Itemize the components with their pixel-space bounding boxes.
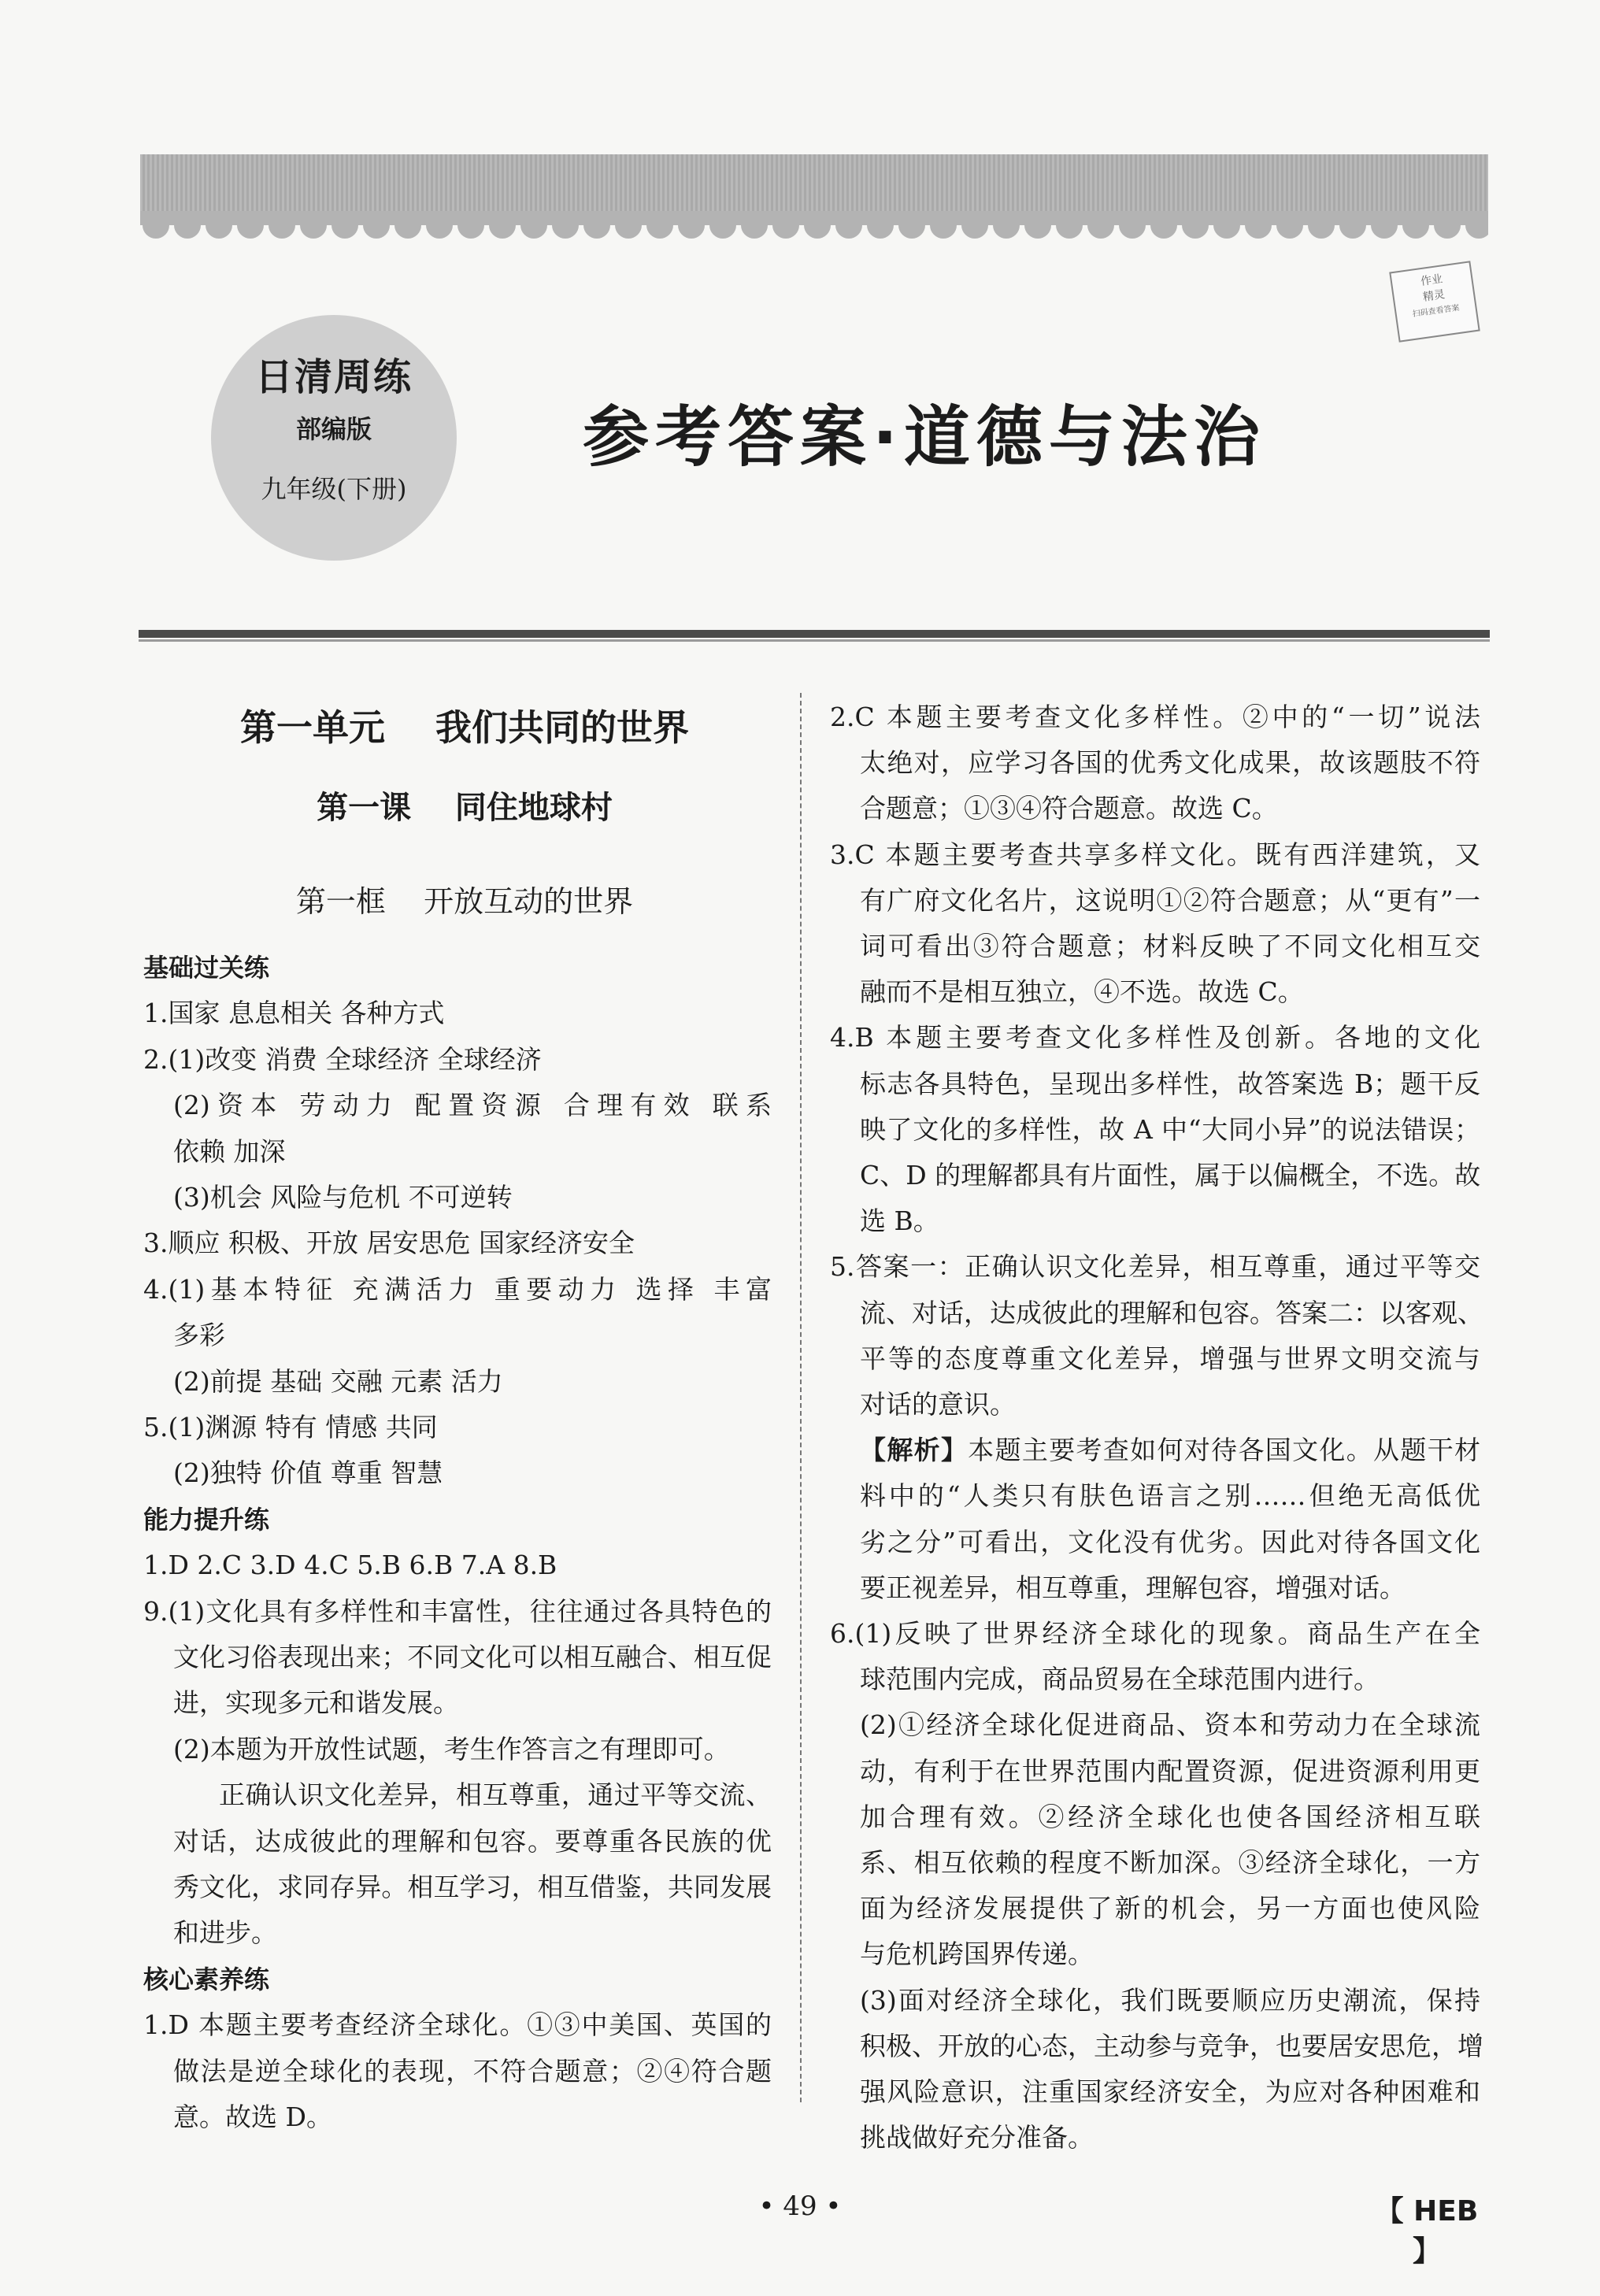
lesson-title: 第一课 同住地球村	[317, 790, 613, 826]
answer-line: 进，实现多元和谐发展。	[173, 1687, 459, 1719]
answer-line: 【解析】本题主要考查如何对待各国文化。从题干材	[860, 1435, 1481, 1466]
column-divider	[800, 693, 802, 2102]
answer-line: 系、相互依赖的程度不断加深。③经济全球化，一方	[860, 1847, 1480, 1878]
answer-line: 5.(1)渊源 特有 情感 共同	[143, 1412, 438, 1442]
answer-line: 3.顺应 积极、开放 居安思危 国家经济安全	[143, 1228, 635, 1259]
answer-line: 4.B 本题主要考查文化多样性及创新。各地的文化	[830, 1022, 1480, 1054]
answer-line: 依赖 加深	[173, 1135, 286, 1167]
answer-line: 秀文化，求同存异。相互学习，相互借鉴，共同发展	[173, 1872, 772, 1902]
answer-line: 太绝对，应学习各国的优秀文化成果，故该题肢不符	[860, 747, 1480, 779]
answer-line: 强风险意识，注重国家经济安全，为应对各种困难和	[860, 2076, 1480, 2107]
section-heading: 基础过关练	[143, 953, 270, 983]
answer-line: 面为经济发展提供了新的机会，另一方面也使风险	[860, 1893, 1480, 1924]
answer-line: 5.答案一：正确认识文化差异，相互尊重，通过平等交	[830, 1251, 1480, 1283]
answer-line: 1.D 本题主要考查经济全球化。①③中美国、英国的	[143, 2009, 772, 2041]
answer-line: (2)独特 价值 尊重 智慧	[173, 1457, 443, 1489]
answer-line: 6.(1)反映了世界经济全球化的现象。商品生产在全	[830, 1618, 1480, 1649]
answer-line: 平等的态度尊重文化差异，增强与世界文明交流与	[860, 1342, 1480, 1374]
header-rule-thin	[139, 639, 1490, 642]
answer-line: 球范围内完成，商品贸易在全球范围内进行。	[860, 1664, 1380, 1695]
answer-line: 和进步。	[173, 1917, 277, 1949]
answer-line: 1.D 2.C 3.D 4.C 5.B 6.B 7.A 8.B	[143, 1550, 557, 1581]
answer-line: 2.(1)改变 消费 全球经济 全球经济	[143, 1043, 542, 1075]
answer-line: 2.C 本题主要考查文化多样性。②中的“一切”说法	[830, 702, 1480, 732]
analysis-label: 【解析】	[860, 1435, 969, 1466]
page-title: 参考答案·道德与法治	[583, 398, 1266, 476]
answer-line: 与危机跨国界传递。	[860, 1939, 1094, 1970]
answer-line: 3.C 本题主要考查共享多样文化。既有西洋建筑，又	[830, 839, 1480, 870]
answer-line: 词可看出③符合题意；材料反映了不同文化相互交	[860, 931, 1480, 961]
answer-line: 积极、开放的心态，主动参与竞争，也要居安思危，增	[860, 2030, 1483, 2061]
answer-line: 9.(1)文化具有多样性和丰富性，往往通过各具特色的	[143, 1595, 772, 1627]
answer-line: 融而不是相互独立，④不选。故选 C。	[860, 976, 1304, 1008]
answer-line: (3)机会 风险与危机 不可逆转	[173, 1182, 513, 1213]
seal-series-title: 日清周练	[254, 355, 413, 399]
answer-line: (3)面对经济全球化，我们既要顺应历史潮流，保持	[860, 1984, 1480, 2016]
answer-line: 挑战做好充分准备。	[860, 2122, 1094, 2153]
seal-edition: 部编版	[295, 414, 372, 444]
answer-line: (2)前提 基础 交融 元素 活力	[173, 1365, 503, 1397]
answer-line: 加合理有效。②经济全球化也使各国经济相互联	[860, 1801, 1480, 1832]
answer-line: 选 B。	[860, 1205, 939, 1237]
series-seal	[211, 315, 457, 561]
frame-title: 第一框 开放互动的世界	[295, 884, 634, 919]
answer-line: (2)资本 劳动力 配置资源 合理有效 联系	[173, 1090, 772, 1121]
answer-line: 多彩	[173, 1320, 225, 1351]
answer-line: 对话，达成彼此的理解和包容。要尊重各民族的优	[173, 1825, 772, 1857]
answer-line: 意。故选 D。	[173, 2102, 332, 2132]
answer-line: 4.(1)基本特征 充满活力 重要动力 选择 丰富	[143, 1273, 772, 1305]
answer-line: (2)①经济全球化促进商品、资本和劳动力在全球流	[860, 1709, 1480, 1741]
edition-code: 【 HEB 】	[1375, 2195, 1479, 2268]
answer-line: 料中的“人类只有肤色语言之别……但绝无高低优	[860, 1480, 1480, 1512]
answer-line: 标志各具特色，呈现出多样性，故答案选 B；题干反	[860, 1068, 1480, 1099]
answer-line: 合题意；①③④符合题意。故选 C。	[860, 793, 1278, 824]
header-rule	[139, 630, 1490, 638]
header-scallop-border	[140, 211, 1488, 247]
answer-line: 映了文化的多样性，故 A 中“大同小异”的说法错误；	[860, 1113, 1480, 1145]
page-number: • 49 •	[758, 2190, 842, 2222]
answer-line: 有广府文化名片，这说明①②符合题意；从“更有”一	[860, 884, 1480, 916]
qr-stamp-logo	[1389, 261, 1480, 343]
header-banner-bar	[140, 154, 1488, 211]
answer-line: 做法是逆全球化的表现，不符合题意；②④符合题	[173, 2055, 772, 2087]
stamp-line-1: 作业	[1420, 272, 1444, 289]
answer-line: 文化习俗表现出来；不同文化可以相互融合、相互促	[173, 1642, 772, 1672]
seal-grade: 九年级(下册)	[261, 474, 407, 504]
answer-line: (2)本题为开放性试题，考生作答言之有理即可。	[173, 1733, 730, 1765]
answer-line: 动，有利于在世界范围内配置资源，促进资源利用更	[860, 1755, 1480, 1787]
section-heading: 能力提升练	[143, 1504, 270, 1535]
answer-line: 劣之分”可看出，文化没有优劣。因此对待各国文化	[860, 1526, 1480, 1557]
stamp-line-3: 扫码查看答案	[1412, 303, 1461, 320]
answer-line: 对话的意识。	[860, 1389, 1016, 1420]
answer-line: 1.国家 息息相关 各种方式	[143, 998, 445, 1029]
answer-line: C、D 的理解都具有片面性，属于以偏概全，不选。故	[860, 1160, 1481, 1191]
answer-line: 流、对话，达成彼此的理解和包容。答案二：以客观、	[860, 1297, 1483, 1328]
stamp-line-2: 精灵	[1422, 288, 1446, 304]
answer-line: 要正视差异，相互尊重，理解包容，增强对话。	[860, 1572, 1406, 1603]
section-heading: 核心素养练	[143, 1964, 270, 1994]
unit-title: 第一单元 我们共同的世界	[239, 706, 690, 749]
answer-line: 正确认识文化差异，相互尊重，通过平等交流、	[219, 1779, 772, 1811]
